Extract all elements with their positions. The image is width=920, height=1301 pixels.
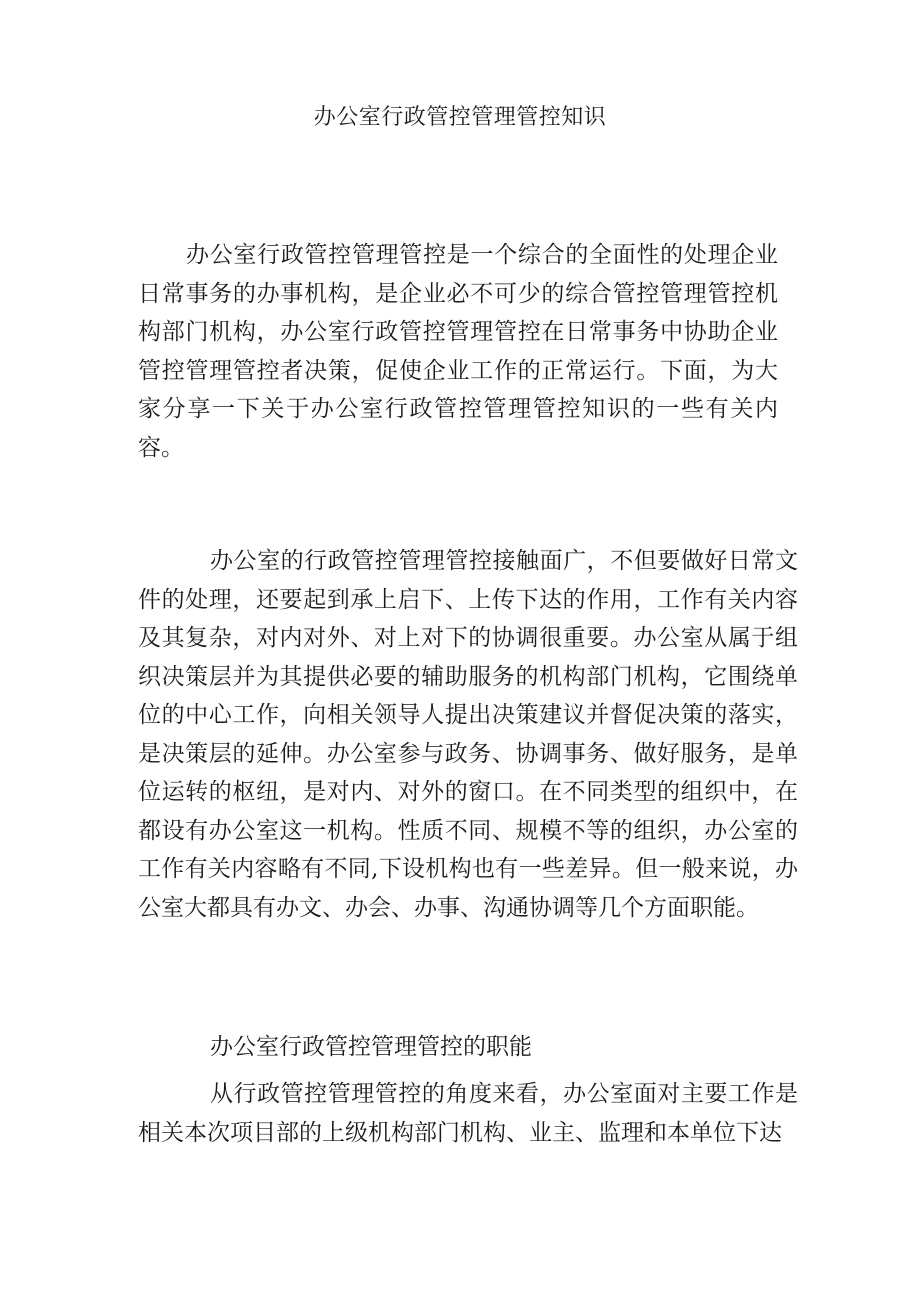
paragraph-functions: 从行政管控管理管控的角度来看，办公室面对主要工作是相关本次项目部的上级机构部门机构、业主、监理和本单位下达 bbox=[138, 1081, 798, 1146]
document-title: 办公室行政管控管理管控知识 bbox=[313, 105, 607, 130]
section-heading: 办公室行政管控管理管控的职能 bbox=[210, 1034, 532, 1060]
paragraph-intro: 办公室行政管控管理管控是一个综合的全面性的处理企业日常事务的办事机构，是企业必不可少的综合管控管理管控机构部门机构，办公室行政管控管理管控在日常事务中协助企业管控管理管控者决策，促使企业工作的正常运行。下面，为大家分享一下关于办公室行政管控管理管控知识的一些有关内容。 bbox=[138, 242, 778, 461]
paragraph-office-admin: 办公室的行政管控管理管控接触面广，不但要做好日常文件的处理，还要起到承上启下、上传下达的作用，工作有关内容及其复杂，对内对外、对上对下的协调很重要。办公室从属于组织决策层并为其提供必要的辅助服务的机构部门机构，它围绕单位的中心工作，向相关领导人提出决策建议并督促决策的落实，是决策层的延伸。办公室参与政务、协调事务、做好服务，是单位运转的枢纽，是对内、对外的窗口。在不同类型的组织中，在都设有办公室这一机构。性质不同、规模不等的组织，办公室的工作有关内容略有不同,下设机构也有一些差异。但一般来说，办公室大都具有办文、办会、办事、沟通协调等几个方面职能。 bbox=[138, 548, 798, 921]
